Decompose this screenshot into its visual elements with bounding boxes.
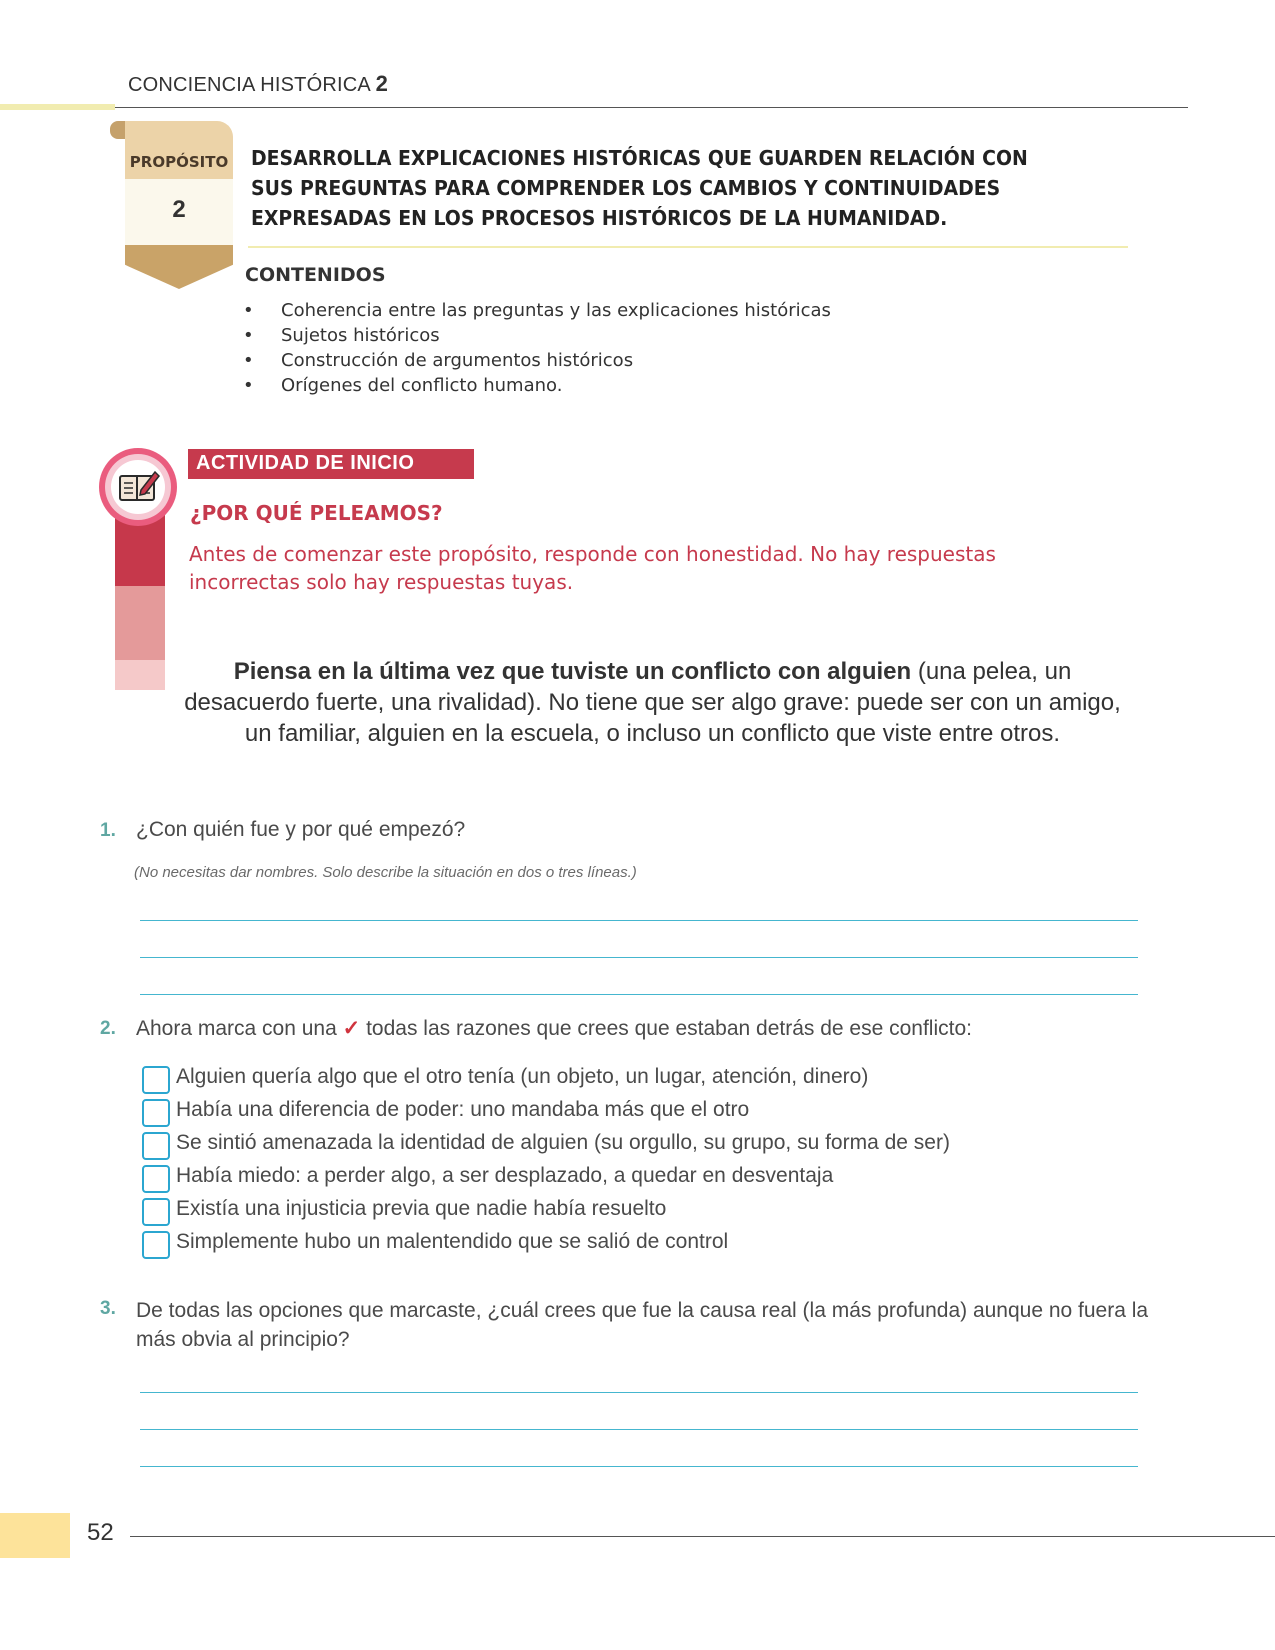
answer-line[interactable] [140, 994, 1138, 995]
question-number: 1. [100, 820, 116, 841]
proposito-label: PROPÓSITO [129, 153, 229, 171]
answer-line[interactable] [140, 1466, 1138, 1467]
list-item: • Coherencia entre las preguntas y las explicaciones históricas [243, 298, 831, 323]
list-item: • Construcción de argumentos históricos [243, 348, 831, 373]
question-2-text [136, 1016, 972, 1041]
checkbox[interactable] [142, 1198, 170, 1226]
prompt-rest: (una pelea, un desacuerdo fuerte, una rivalidad). No tiene que ser algo grave: puede ser con un amigo, un familiar, alguien en la escuela, o incluso un conflicto que viste entre otros. [184, 658, 1121, 747]
checkbox[interactable] [142, 1165, 170, 1193]
question-1 [100, 820, 116, 842]
header-number: 2 [375, 71, 389, 96]
page-number: 52 [87, 1519, 114, 1546]
checkbox[interactable] [142, 1132, 170, 1160]
question-2 [100, 1018, 116, 1040]
contenidos-title: CONTENIDOS [245, 264, 386, 286]
badge-ribbon [125, 245, 233, 289]
option-label: Simplemente hubo un malentendido que se salió de control [176, 1230, 729, 1253]
actividad-label: ACTIVIDAD DE INICIO [196, 452, 415, 474]
question-1-hint: (No necesitas dar nombres. Solo describe la situación en dos o tres líneas.) [134, 864, 637, 881]
option-label: Había una diferencia de poder: uno mandaba más que el otro [176, 1098, 750, 1121]
list-item: • Sujetos históricos [243, 323, 831, 348]
proposito-number: 2 [172, 196, 186, 223]
answer-line[interactable] [140, 920, 1138, 921]
answer-line[interactable] [140, 1392, 1138, 1393]
proposito-text: DESARROLLA EXPLICACIONES HISTÓRICAS QUE GUARDEN RELACIÓN CON SUS PREGUNTAS PARA COMPRENDER LOS CAMBIOS Y CONTINUIDADES EXPRESADAS EN LOS PROCESOS HISTÓRICOS DE LA HUMANIDAD. [251, 146, 1028, 230]
answer-line[interactable] [140, 1429, 1138, 1430]
question-number: 3. [100, 1298, 116, 1319]
badge-fold [110, 121, 125, 139]
option-label: Alguien quería algo que el otro tenía (un objeto, un lugar, atención, dinero) [176, 1065, 869, 1088]
page-header [128, 71, 388, 97]
book-pencil-icon [111, 460, 165, 514]
header-title: CONCIENCIA HISTÓRICA [128, 74, 370, 96]
answer-line[interactable] [140, 957, 1138, 958]
actividad-prompt [180, 656, 1125, 749]
option-label: Había miedo: a perder algo, a ser desplazado, a quedar en desventaja [176, 1164, 834, 1187]
option-label: Existía una injusticia previa que nadie había resuelto [176, 1197, 667, 1220]
checkbox[interactable] [142, 1099, 170, 1127]
list-item: • Orígenes del conflicto humano. [243, 373, 831, 398]
actividad-title: ¿POR QUÉ PELEAMOS? [190, 501, 443, 525]
checkbox[interactable] [142, 1066, 170, 1094]
contenidos-list [243, 298, 831, 398]
proposito-divider [248, 246, 1128, 248]
question-number: 2. [100, 1018, 116, 1039]
page-tab [0, 1513, 70, 1558]
question-3 [100, 1298, 116, 1320]
header-rule [115, 107, 1188, 108]
question-3-text: De todas las opciones que marcaste, ¿cuál crees que fue la causa real (la más profunda) aunque no fuera la más obvia al principio? [136, 1299, 1149, 1351]
checkbox[interactable] [142, 1231, 170, 1259]
check-icon: ✓ [342, 1017, 361, 1040]
actividad-intro: Antes de comenzar este propósito, responde con honestidad. No hay respuestas incorrectas solo hay respuestas tuyas. [189, 542, 996, 594]
decor-stripe [115, 660, 165, 690]
footer-rule [130, 1536, 1275, 1537]
prompt-bold: Piensa en la última vez que tuviste un conflicto con alguien [233, 658, 912, 685]
question-2-text-before: Ahora marca con una [136, 1017, 337, 1040]
decor-stripe [115, 586, 165, 660]
header-accent [0, 104, 115, 110]
question-2-text-after: todas las razones que crees que estaban detrás de ese conflicto: [366, 1017, 972, 1040]
question-1-text: ¿Con quién fue y por qué empezó? [136, 818, 466, 841]
option-label: Se sintió amenazada la identidad de alguien (su orgullo, su grupo, su forma de ser) [176, 1131, 950, 1154]
